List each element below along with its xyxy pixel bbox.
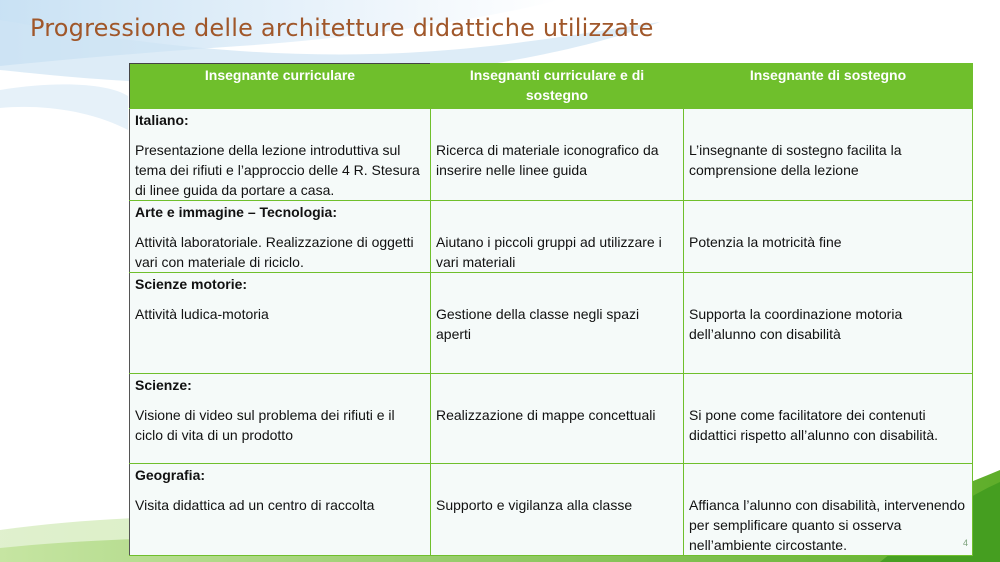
curricular-activity: Visita didattica ad un centro di raccolta (135, 497, 375, 513)
table-header-row (130, 64, 973, 109)
support-teacher-cell (684, 464, 973, 556)
both-teachers-cell (431, 464, 684, 556)
subject-name: Arte e immagine – Tecnologia: (135, 204, 338, 220)
support-teacher-cell (684, 273, 973, 374)
curricular-activity: Visione di video sul problema dei rifiuti e il ciclo di vita di un prodotto (135, 407, 395, 443)
support-teacher-activity: Potenzia la motricità fine (689, 234, 842, 250)
both-teachers-activity: Realizzazione di mappe concettuali (436, 407, 656, 423)
support-teacher-cell (684, 374, 973, 464)
support-teacher-cell (684, 109, 973, 201)
header-support-teacher: Insegnante di sostegno (684, 64, 973, 109)
curricular-cell (130, 109, 431, 201)
table-row (130, 374, 973, 464)
support-teacher-activity: Supporta la coordinazione motoria dell’alunno con disabilità (689, 306, 903, 342)
curricular-activity: Presentazione della lezione introduttiva sul tema dei rifiuti e l’approccio delle 4 R. Stesura di linee guida da portare a casa. (135, 142, 420, 198)
header-both-teachers: Insegnanti curriculare e di sostegno (431, 64, 684, 109)
page-number: 4 (963, 538, 969, 548)
support-teacher-activity: Affianca l’alunno con disabilità, intervenendo per semplificare quanto si osserva nell’ambiente circostante. (689, 497, 966, 553)
curricular-cell (130, 374, 431, 464)
curricular-cell (130, 201, 431, 273)
both-teachers-cell (431, 273, 684, 374)
both-teachers-activity: Aiutano i piccoli gruppi ad utilizzare i vari materiali (436, 234, 662, 270)
curricular-cell (130, 464, 431, 556)
support-teacher-activity: L’insegnante di sostegno facilita la comprensione della lezione (689, 142, 902, 178)
subject-name: Scienze: (135, 377, 192, 393)
table-row (130, 201, 973, 273)
support-teacher-activity: Si pone come facilitatore dei contenuti didattici rispetto all’alunno con disabilità. (689, 407, 939, 443)
both-teachers-activity: Gestione della classe negli spazi aperti (436, 306, 640, 342)
curricular-activity: Attività ludica-motoria (135, 306, 269, 322)
curricular-activity: Attività laboratoriale. Realizzazione di oggetti vari con materiale di riciclo. (135, 234, 414, 270)
slide-title: Progressione delle architetture didattiche utilizzate (30, 14, 654, 42)
support-teacher-cell (684, 201, 973, 273)
subject-name: Geografia: (135, 467, 206, 483)
both-teachers-cell (431, 109, 684, 201)
table-row (130, 464, 973, 556)
both-teachers-cell (431, 201, 684, 273)
subject-name: Italiano: (135, 112, 189, 128)
table-row (130, 109, 973, 201)
curricular-cell (130, 273, 431, 374)
table-row (130, 273, 973, 374)
activities-table (129, 63, 973, 556)
both-teachers-activity: Supporto e vigilanza alla classe (436, 497, 633, 513)
both-teachers-cell (431, 374, 684, 464)
both-teachers-activity: Ricerca di materiale iconografico da inserire nelle linee guida (436, 142, 659, 178)
subject-name: Scienze motorie: (135, 276, 248, 292)
header-curricular-teacher: Insegnante curriculare (130, 64, 431, 109)
